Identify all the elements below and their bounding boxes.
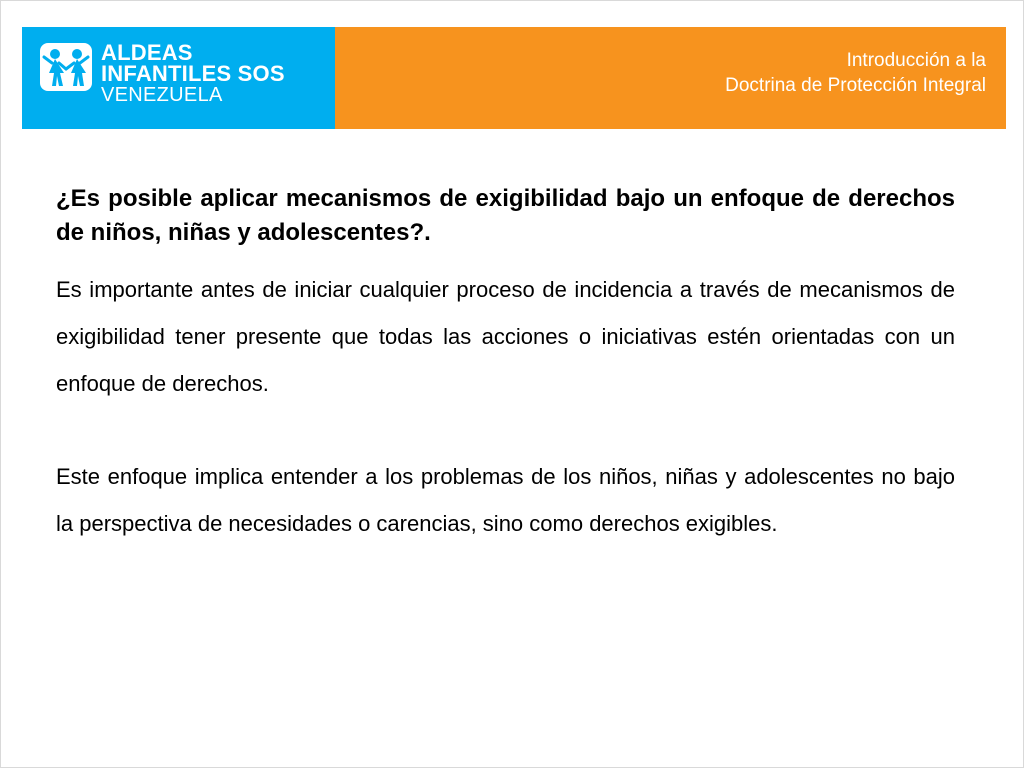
title-block	[335, 27, 1006, 129]
paragraph-2: Este enfoque implica entender a los problemas de los niños, niñas y adolescentes no bajo la perspectiva de necesidades o carencias, sino como derechos exigibles.	[56, 464, 955, 536]
slide-title-line-1: Introducción a la	[846, 50, 986, 71]
slide-content	[56, 182, 955, 547]
paragraph-1: Es importante antes de iniciar cualquier proceso de incidencia a través de mecanismos de exigibilidad tener presente que todas las acciones o iniciativas estén orientadas con un enfoque de derechos.	[56, 277, 955, 396]
logo-wordmark	[101, 42, 285, 106]
logo-line-2: INFANTILES SOS	[101, 61, 285, 86]
slide-title-line-2: Doctrina de Protección Integral	[725, 75, 986, 96]
question-heading: ¿Es posible aplicar mecanismos de exigibilidad bajo un enfoque de derechos de niños, niñas y adolescentes?.	[56, 185, 955, 246]
logo-line-1: ALDEAS	[101, 40, 193, 65]
slide-title	[725, 48, 986, 98]
header-banner	[22, 27, 1006, 129]
logo-block	[22, 27, 335, 129]
children-logo-icon	[40, 43, 92, 91]
logo-country: VENEZUELA	[101, 84, 223, 106]
